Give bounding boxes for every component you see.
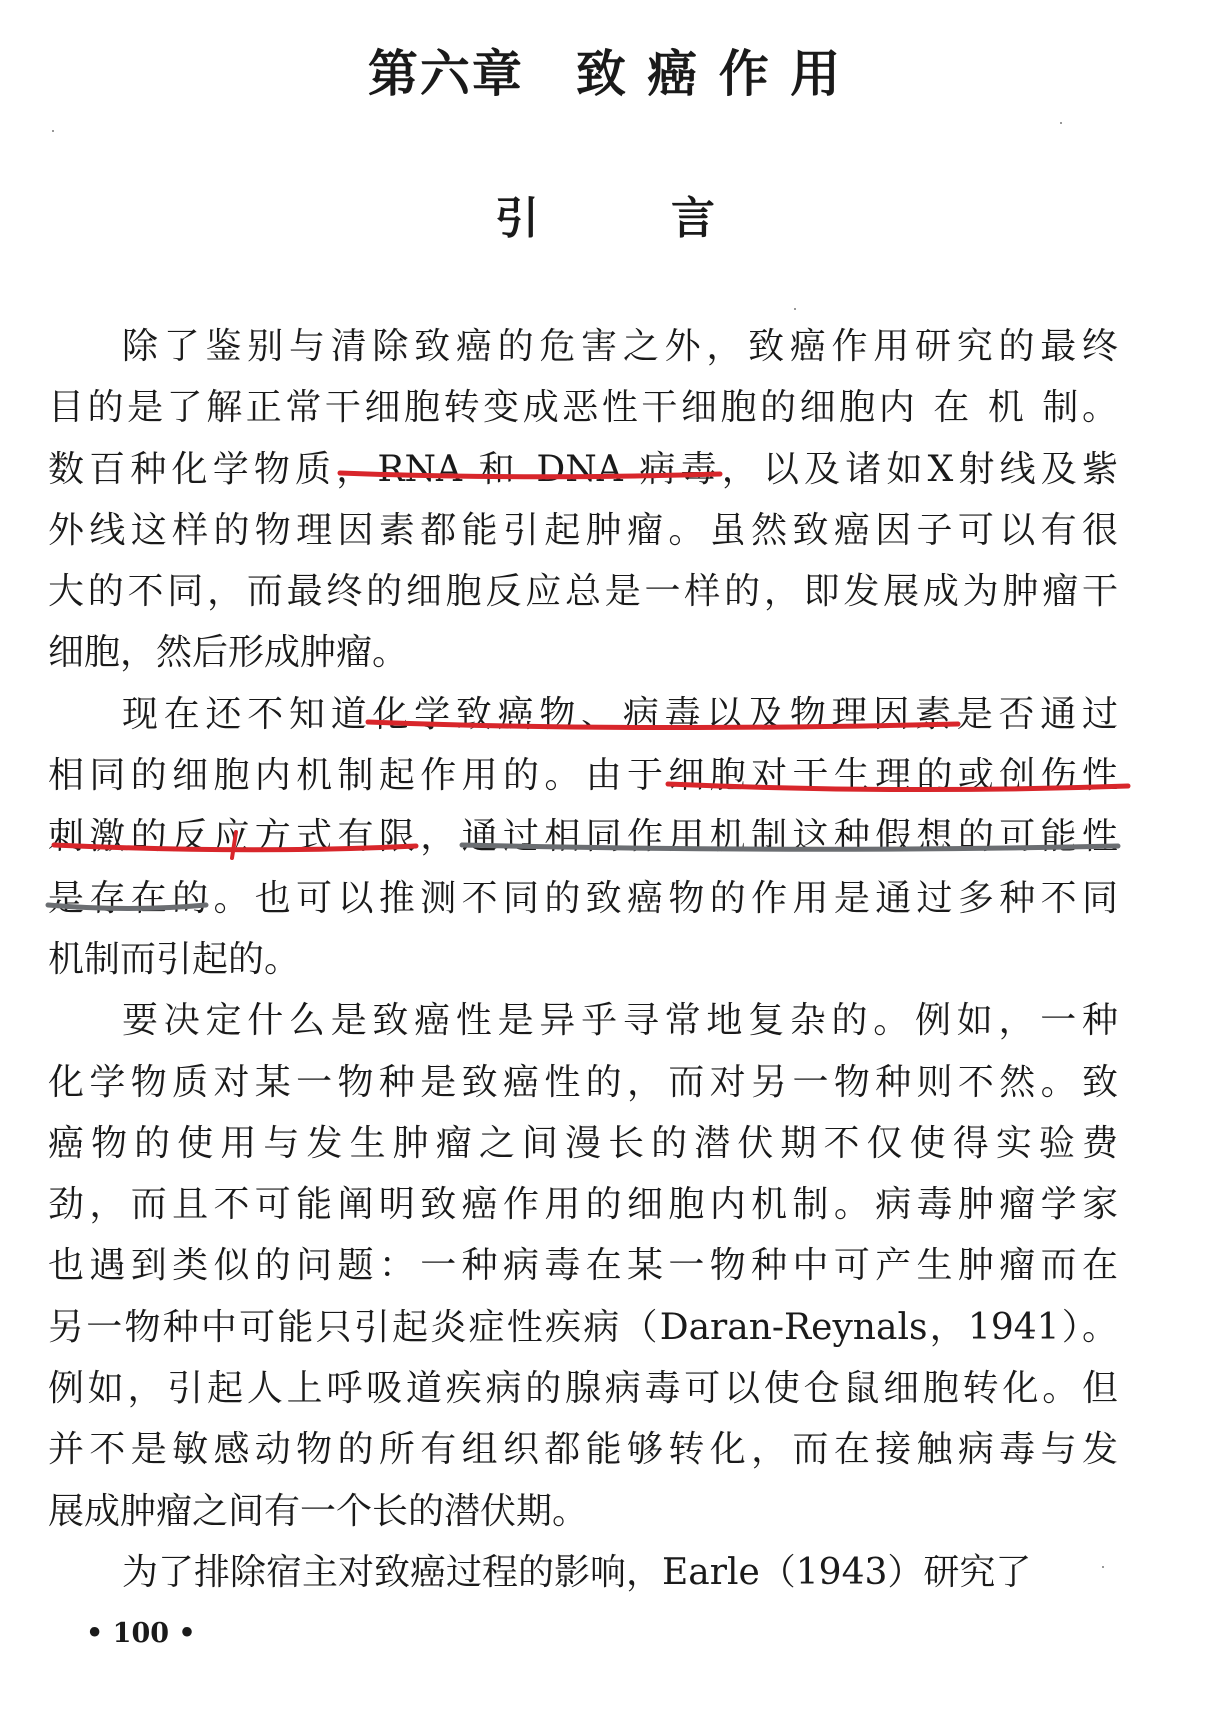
text-line: 相同的细胞内机制起作用的。由于细胞对于生理的或创伤性 <box>48 755 1118 797</box>
scan-speck <box>1060 122 1062 124</box>
text-line: 机制而引起的。 <box>48 938 301 980</box>
text-line: 也遇到类似的问题：一种病毒在某一物种中可产生肿瘤而在 <box>48 1245 1118 1287</box>
text-line: 化学物质对某一物种是致癌性的，而对另一物种则不然。致 <box>48 1061 1118 1103</box>
text-line: 数百种化学物质，RNA 和 DNA 病毒，以及诸如X射线及紫 <box>48 448 1118 490</box>
text-line: 大的不同，而最终的细胞反应总是一样的，即发展成为肿瘤干 <box>48 571 1118 613</box>
text-line: 要决定什么是致癌性是异乎寻常地复杂的。例如，一种 <box>122 1000 1118 1042</box>
section-title: 引 言 <box>495 193 715 244</box>
body-text <box>48 316 1118 1603</box>
text-line: 细胞，然后形成肿瘤。 <box>48 632 409 674</box>
text-line: 刺激的反应方式有限，通过相同作用机制这种假想的可能性 <box>48 816 1118 858</box>
text-line: 展成肿瘤之间有一个长的潜伏期。 <box>48 1490 589 1532</box>
chapter-title: 第六章 致 癌 作 用 <box>367 45 843 103</box>
text-line: 为了排除宿主对致癌过程的影响，Earle（1943）研究了 <box>122 1551 1032 1593</box>
text-line: 例如，引起人上呼吸道疾病的腺病毒可以使仓鼠细胞转化。但 <box>48 1368 1118 1410</box>
text-line: 现在还不知道化学致癌物、病毒以及物理因素是否通过 <box>122 693 1118 735</box>
text-line: 并不是敏感动物的所有组织都能够转化，而在接触病毒与发 <box>48 1429 1118 1471</box>
text-line: 除了鉴别与清除致癌的危害之外，致癌作用研究的最终 <box>122 326 1118 367</box>
text-line: 目的是了解正常干细胞转变成恶性干细胞的细胞内 在 机 制。 <box>48 387 1118 429</box>
text-line: 癌物的使用与发生肿瘤之间漫长的潜伏期不仅使得实验费 <box>48 1122 1118 1164</box>
scan-speck <box>794 308 796 310</box>
text-line: 是存在的。也可以推测不同的致癌物的作用是通过多种不同 <box>48 877 1118 919</box>
text-line: 另一物种中可能只引起炎症性疾病（Daran-Reynals，1941）。 <box>48 1306 1118 1348</box>
text-line: 外线这样的物理因素都能引起肿瘤。虽然致癌因子可以有很 <box>48 509 1118 551</box>
scan-speck <box>52 130 54 132</box>
scan-speck <box>1102 1566 1104 1568</box>
page-number: • 100 • <box>86 1618 196 1649</box>
text-line: 劲，而且不可能阐明致癌作用的细胞内机制。病毒肿瘤学家 <box>48 1184 1118 1226</box>
